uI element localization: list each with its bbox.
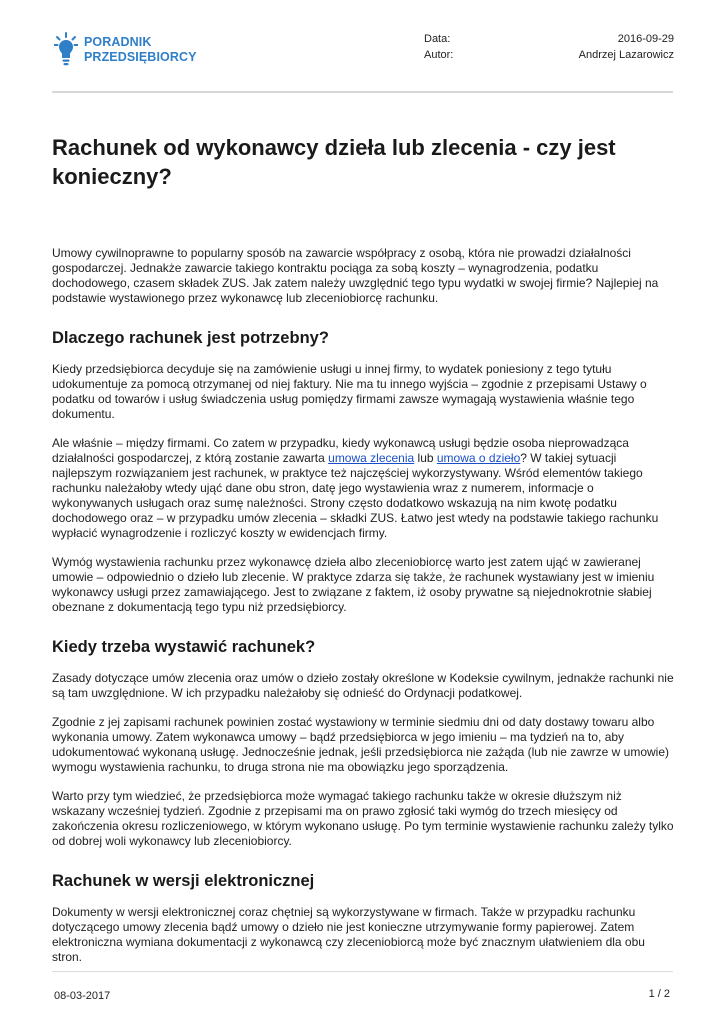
section-heading-electronic: Rachunek w wersji elektronicznej — [52, 872, 315, 890]
document-meta — [424, 33, 674, 65]
paragraph: Zgodnie z jej zapisami rachunek powinien zostać wystawiony w terminie siedmiu dni od daty dostawy towaru albo wykonania umowy. Zatem wykonawca umowy – bądź przedsiębiorca w jego imieniu – ma tydzień na to, aby udokumentować wykonaną usługę. Jednocześnie jednak, jeśli przedsiębiorca nie zażąda (lub nie zawrze w umowie) wymogu wystawienia rachunku, to druga strona nie ma obowiązku jego sporządzenia. — [52, 715, 670, 774]
paragraph: Dokumenty w wersji elektronicznej coraz chętniej są wykorzystywane w firmach. Także w przypadku rachunku dotyczącego umowy zlecenia bądź umowy o dzieło nie jest konieczne utrzymywanie formy papierowej. Zatem elektroniczna wymiana dokumentacji z wykonawcą czy zleceniobiorcą może być znacznym ułatwieniem dla obu stron. — [52, 905, 645, 964]
date-value: 2016-09-29 — [617, 33, 674, 45]
text: ? W takiej sytuacji najlepszym rozwiązaniem jest rachunek, w praktyce też najczęściej wykorzystywany. Wśród elementów takiego rachunku należałoby wtedy ująć dane obu stron, datę jego wystawienia wraz z numerem, informacje o wykonywanych usługach oraz sumę należności. Strony często dodatkowo wskazują na nim kwotę podatku dochodowego oraz – w przypadku umów zlecenia – składki ZUS. Łatwo jest wtedy na podstawie takiego rachunku wypłacić wynagrodzenie i rozliczyć koszty w ewidencjach firmy. — [52, 451, 659, 540]
date-label: Data: — [424, 33, 451, 45]
article-title: Rachunek od wykonawcy dzieła lub zlecenia - czy jest konieczny? — [52, 135, 616, 189]
paragraph: Wymóg wystawienia rachunku przez wykonawcę dzieła albo zleceniobiorcę warto jest zatem ująć w zawieranej umowie – odpowiednio o dzieło lub zlecenie. W praktyce zdarza się także, że rachunek wystawiany jest w imieniu wykonawcy usługi przez zamawiającego. Jest to związane z faktem, iż osoby prywatne są niejednokrotnie słabiej obeznane z dokumentacją tego typu niż przedsiębiorcy. — [52, 555, 655, 614]
paragraph: Warto przy tym wiedzieć, że przedsiębiorca może wymagać takiego rachunku także w okresie dłuższym niż wskazany wcześniej tydzień. Zgodnie z przepisami ma on prawo zgłosić taki wymóg do trzech miesięcy od zakończenia okresu rozliczeniowego, w którym wykonano usługę. Po tym terminie wystawienie rachunku zależy tylko od dobrej woli wykonawcy lub zleceniobiorcy. — [52, 789, 674, 848]
meta-author-row — [424, 49, 674, 65]
paragraph-with-links — [52, 436, 674, 541]
footer-divider — [52, 971, 673, 972]
paragraph: Zasady dotyczące umów zlecenia oraz umów o dzieło zostały określone w Kodeksie cywilnym, jednakże rachunki nie są tam uwzględnione. W ich przypadku należałoby się odnieść do Ordynacji podatkowej. — [52, 671, 674, 700]
section-heading-why: Dlaczego rachunek jest potrzebny? — [52, 329, 329, 347]
header-divider — [52, 91, 673, 93]
article — [52, 133, 674, 979]
brand-logo[interactable] — [54, 32, 197, 68]
footer-date: 08-03-2017 — [54, 990, 111, 1002]
lightbulb-icon — [54, 32, 78, 68]
section-heading-when: Kiedy trzeba wystawić rachunek? — [52, 638, 316, 656]
meta-date-row — [424, 33, 674, 49]
text: lub — [414, 451, 437, 465]
intro-paragraph: Umowy cywilnoprawne to popularny sposób na zawarcie współpracy z osobą, która nie prowadzi działalności gospodarczej. Jednakże zawarcie takiego kontraktu pociąga za sobą koszty – wynagrodzenia, podatku dochodowego, czasem składek ZUS. Jak zatem należy uwzględnić tego typu wydatki w swojej firmie? Najlepiej na podstawie wystawionego przez wykonawcę lub zleceniobiorcę rachunku. — [52, 246, 659, 305]
brand-line-1: PORADNIK — [84, 35, 152, 49]
page-number: 1 / 2 — [648, 988, 670, 1000]
paragraph: Kiedy przedsiębiorca decyduje się na zamówienie usługi u innej firmy, to wydatek poniesiony z tego tytułu udokumentuje za pomocą otrzymanej od niej faktury. Nie ma tu innego wyjścia – zgodnie z przepisami Ustawy o podatku od towarów i usług świadczenia usług pomiędzy firmami zawsze wymagają wystawienia właśnie tego dokumentu. — [52, 362, 647, 421]
author-label: Autor: — [424, 49, 454, 61]
text: Ale właśnie – między firmami. Co zatem w przypadku, kiedy wykonawcą usługi będzie osoba nieprowadząca działalności gospodarczej, z którą zostanie zawarta — [52, 436, 629, 465]
brand-name — [84, 35, 197, 65]
brand-line-2: PRZEDSIĘBIORCY — [84, 50, 197, 64]
author-value: Andrzej Lazarowicz — [578, 49, 674, 61]
link-umowa-o-dzielo[interactable]: umowa o dzieło — [436, 451, 521, 465]
link-umowa-zlecenia[interactable]: umowa zlecenia — [328, 451, 415, 465]
